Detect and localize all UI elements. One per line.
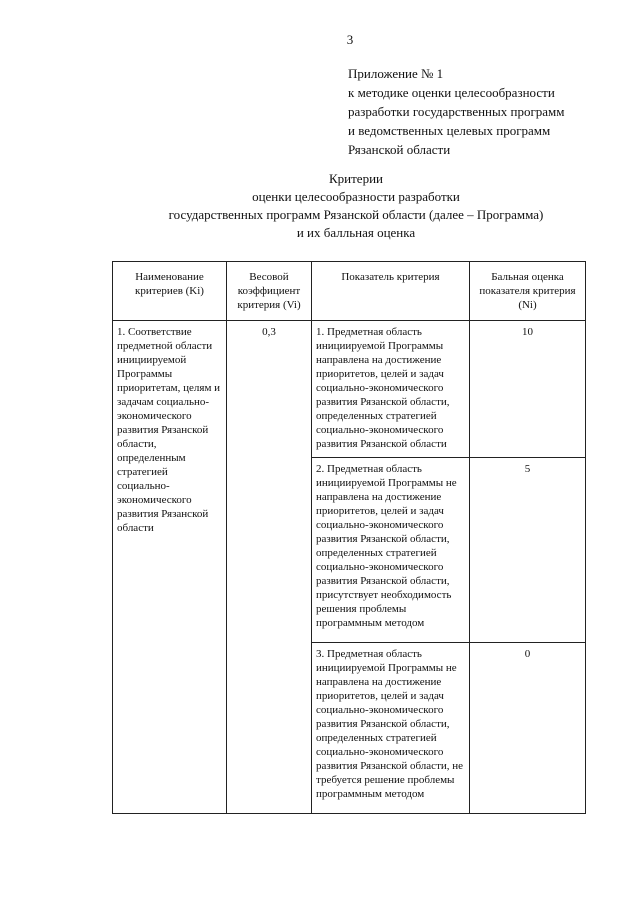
header-weight: Весовой коэффициент критерия (Vi) — [227, 262, 312, 321]
document-title — [0, 170, 640, 242]
indicator-text: 3. Предметная область инициируемой Программы не направлена на достижение приоритетов, целей и задач социально-экономического развития Рязанской области, определенных стратегией социально-экономического развития Рязанской области, не требуется решение проблемы программным методом — [312, 643, 470, 814]
table-row — [113, 321, 586, 458]
indicator-text: 1. Предметная область инициируемой Программы направлена на достижение приоритетов, целей и задач социально-экономического развития Рязанской области, определенных стратегией социально-экономического развития Рязанской области — [312, 321, 470, 458]
indicator-score: 5 — [470, 458, 586, 643]
title-line: оценки целесообразности разработки — [252, 189, 460, 204]
appendix-line: к методике оценки целесообразности — [348, 85, 555, 100]
title-line: государственных программ Рязанской области (далее – Программа) — [168, 207, 544, 222]
title-line: и их балльная оценка — [296, 225, 416, 240]
appendix-line: и ведомственных целевых программ — [348, 123, 551, 138]
criterion-name: 1. Соответствие предметной области инициируемой Программы приоритетам, целям и задачам социально-экономического развития Рязанской области, определенным стратегией социально-экономического развития Рязанской области — [113, 321, 227, 814]
criterion-weight: 0,3 — [227, 321, 312, 814]
appendix-line: Приложение № 1 — [348, 66, 444, 81]
header-indicator: Показатель критерия — [312, 262, 470, 321]
appendix-note — [348, 64, 565, 159]
table-header-row — [113, 262, 586, 321]
indicator-score: 10 — [470, 321, 586, 458]
criteria-table — [112, 261, 586, 814]
appendix-line: Рязанской области — [348, 142, 451, 157]
header-score: Бальная оценка показателя критерия (Ni) — [470, 262, 586, 321]
appendix-line: разработки государственных программ — [348, 104, 565, 119]
indicator-text: 2. Предметная область инициируемой Программы не направлена на достижение приоритетов, целей и задач социально-экономического развития Рязанской области, определенных стратегией социально-экономического развития Рязанской области, присутствует необходимость решения проблемы программным методом — [312, 458, 470, 643]
page-number: 3 — [346, 32, 354, 47]
title-line: Критерии — [329, 171, 383, 186]
header-criteria-name: Наименование критериев (Ki) — [113, 262, 227, 321]
indicator-score: 0 — [470, 643, 586, 814]
